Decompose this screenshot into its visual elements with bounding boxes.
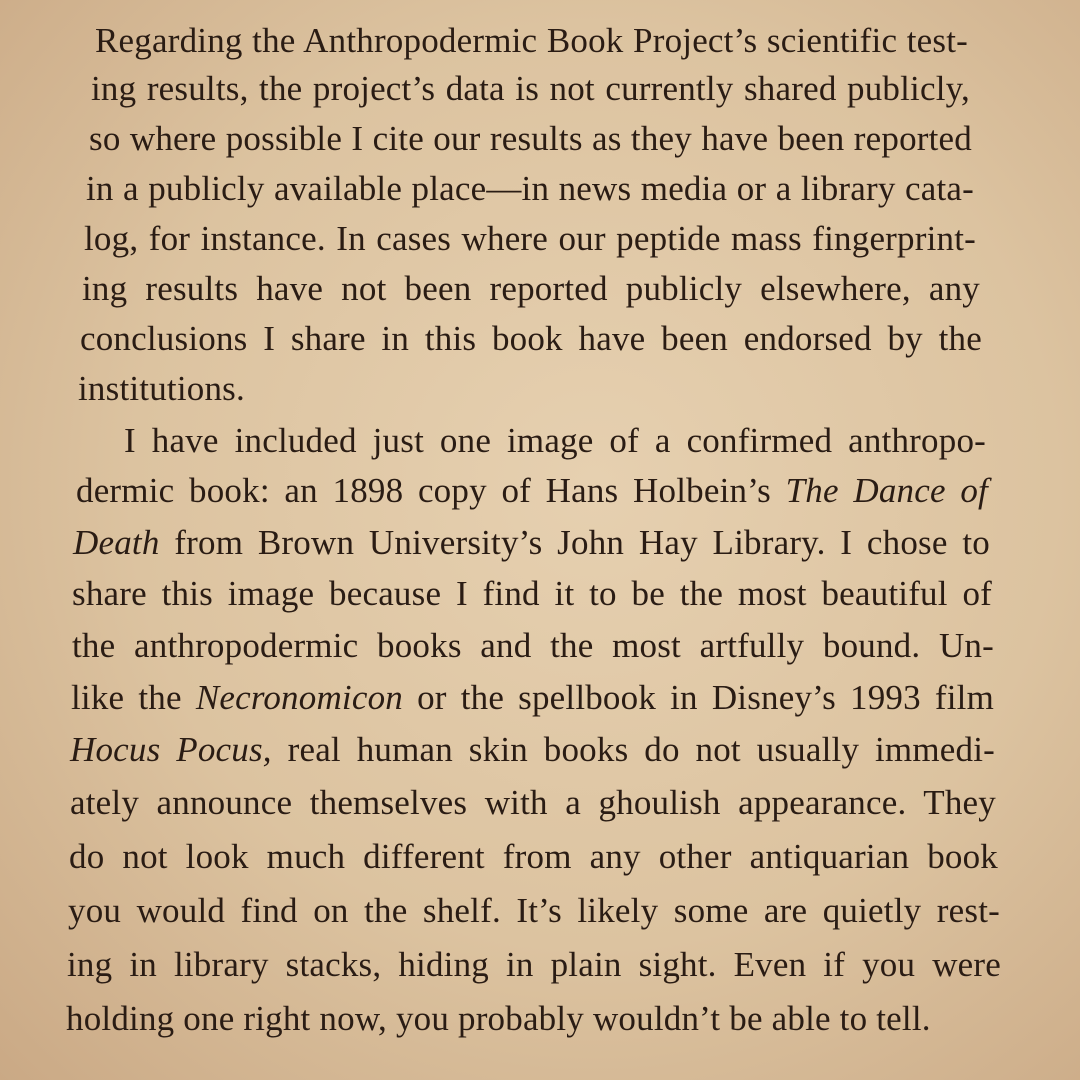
text-line	[91, 69, 970, 109]
text-run: ing in library stacks, hiding in plain sight. Even if you were	[67, 945, 1001, 984]
text-run: share this image because I find it to be the most beautiful of	[72, 574, 992, 613]
text-run: holding one right now, you probably wouldn’t be able to tell.	[66, 999, 931, 1038]
text-run: you would find on the shelf. It’s likely some are quietly rest-	[68, 891, 1000, 930]
text-run: ing results have not been reported publicly elsewhere, any	[82, 269, 980, 308]
text-run: dermic book: an 1898 copy of Hans Holbein’s	[76, 471, 786, 510]
text-line	[124, 421, 986, 461]
text-line	[69, 837, 998, 877]
text-run: Regarding the Anthropodermic Book Project’s scientific test-	[95, 21, 968, 60]
text-line	[89, 119, 972, 159]
text-line	[71, 678, 994, 718]
text-line	[70, 783, 996, 823]
text-run: from Brown University’s John Hay Library. I chose to	[159, 523, 990, 562]
text-line	[82, 269, 980, 309]
text-run: or the spellbook in Disney’s 1993 film	[402, 678, 995, 717]
text-line	[70, 730, 995, 770]
text-line	[78, 369, 984, 409]
text-line	[95, 21, 968, 61]
italic-book-title: Death	[73, 523, 160, 562]
text-run: ing results, the project’s data is not currently shared publicly,	[91, 69, 970, 108]
text-line	[72, 626, 994, 666]
italic-film-title: Hocus Pocus,	[70, 730, 272, 769]
text-run: the anthropodermic books and the most artfully bound. Un-	[72, 626, 994, 665]
text-run: conclusions I share in this book have been endorsed by the	[80, 319, 982, 358]
text-run: I have included just one image of a confirmed anthropo-	[124, 421, 986, 460]
text-run: ately announce themselves with a ghoulish appearance. They	[70, 783, 996, 822]
text-line	[84, 219, 976, 259]
text-line	[76, 471, 988, 511]
text-run: in a publicly available place—in news media or a library cata-	[86, 169, 974, 208]
text-line	[73, 523, 990, 563]
text-run: do not look much different from any other antiquarian book	[69, 837, 998, 876]
text-run: log, for instance. In cases where our peptide mass fingerprint-	[84, 219, 976, 258]
italic-book-title: The Dance of	[785, 471, 988, 510]
text-line	[72, 574, 992, 614]
text-run: institutions.	[78, 369, 245, 408]
text-run: so where possible I cite our results as they have been reported	[89, 119, 972, 158]
italic-book-title: Necronomicon	[195, 678, 403, 717]
text-line	[66, 999, 1002, 1039]
text-run: like the	[71, 678, 196, 717]
text-line	[80, 319, 982, 359]
text-line	[68, 891, 1000, 931]
text-run: real human skin books do not usually immedi-	[271, 730, 995, 769]
text-line	[67, 945, 1001, 985]
text-line	[86, 169, 974, 209]
